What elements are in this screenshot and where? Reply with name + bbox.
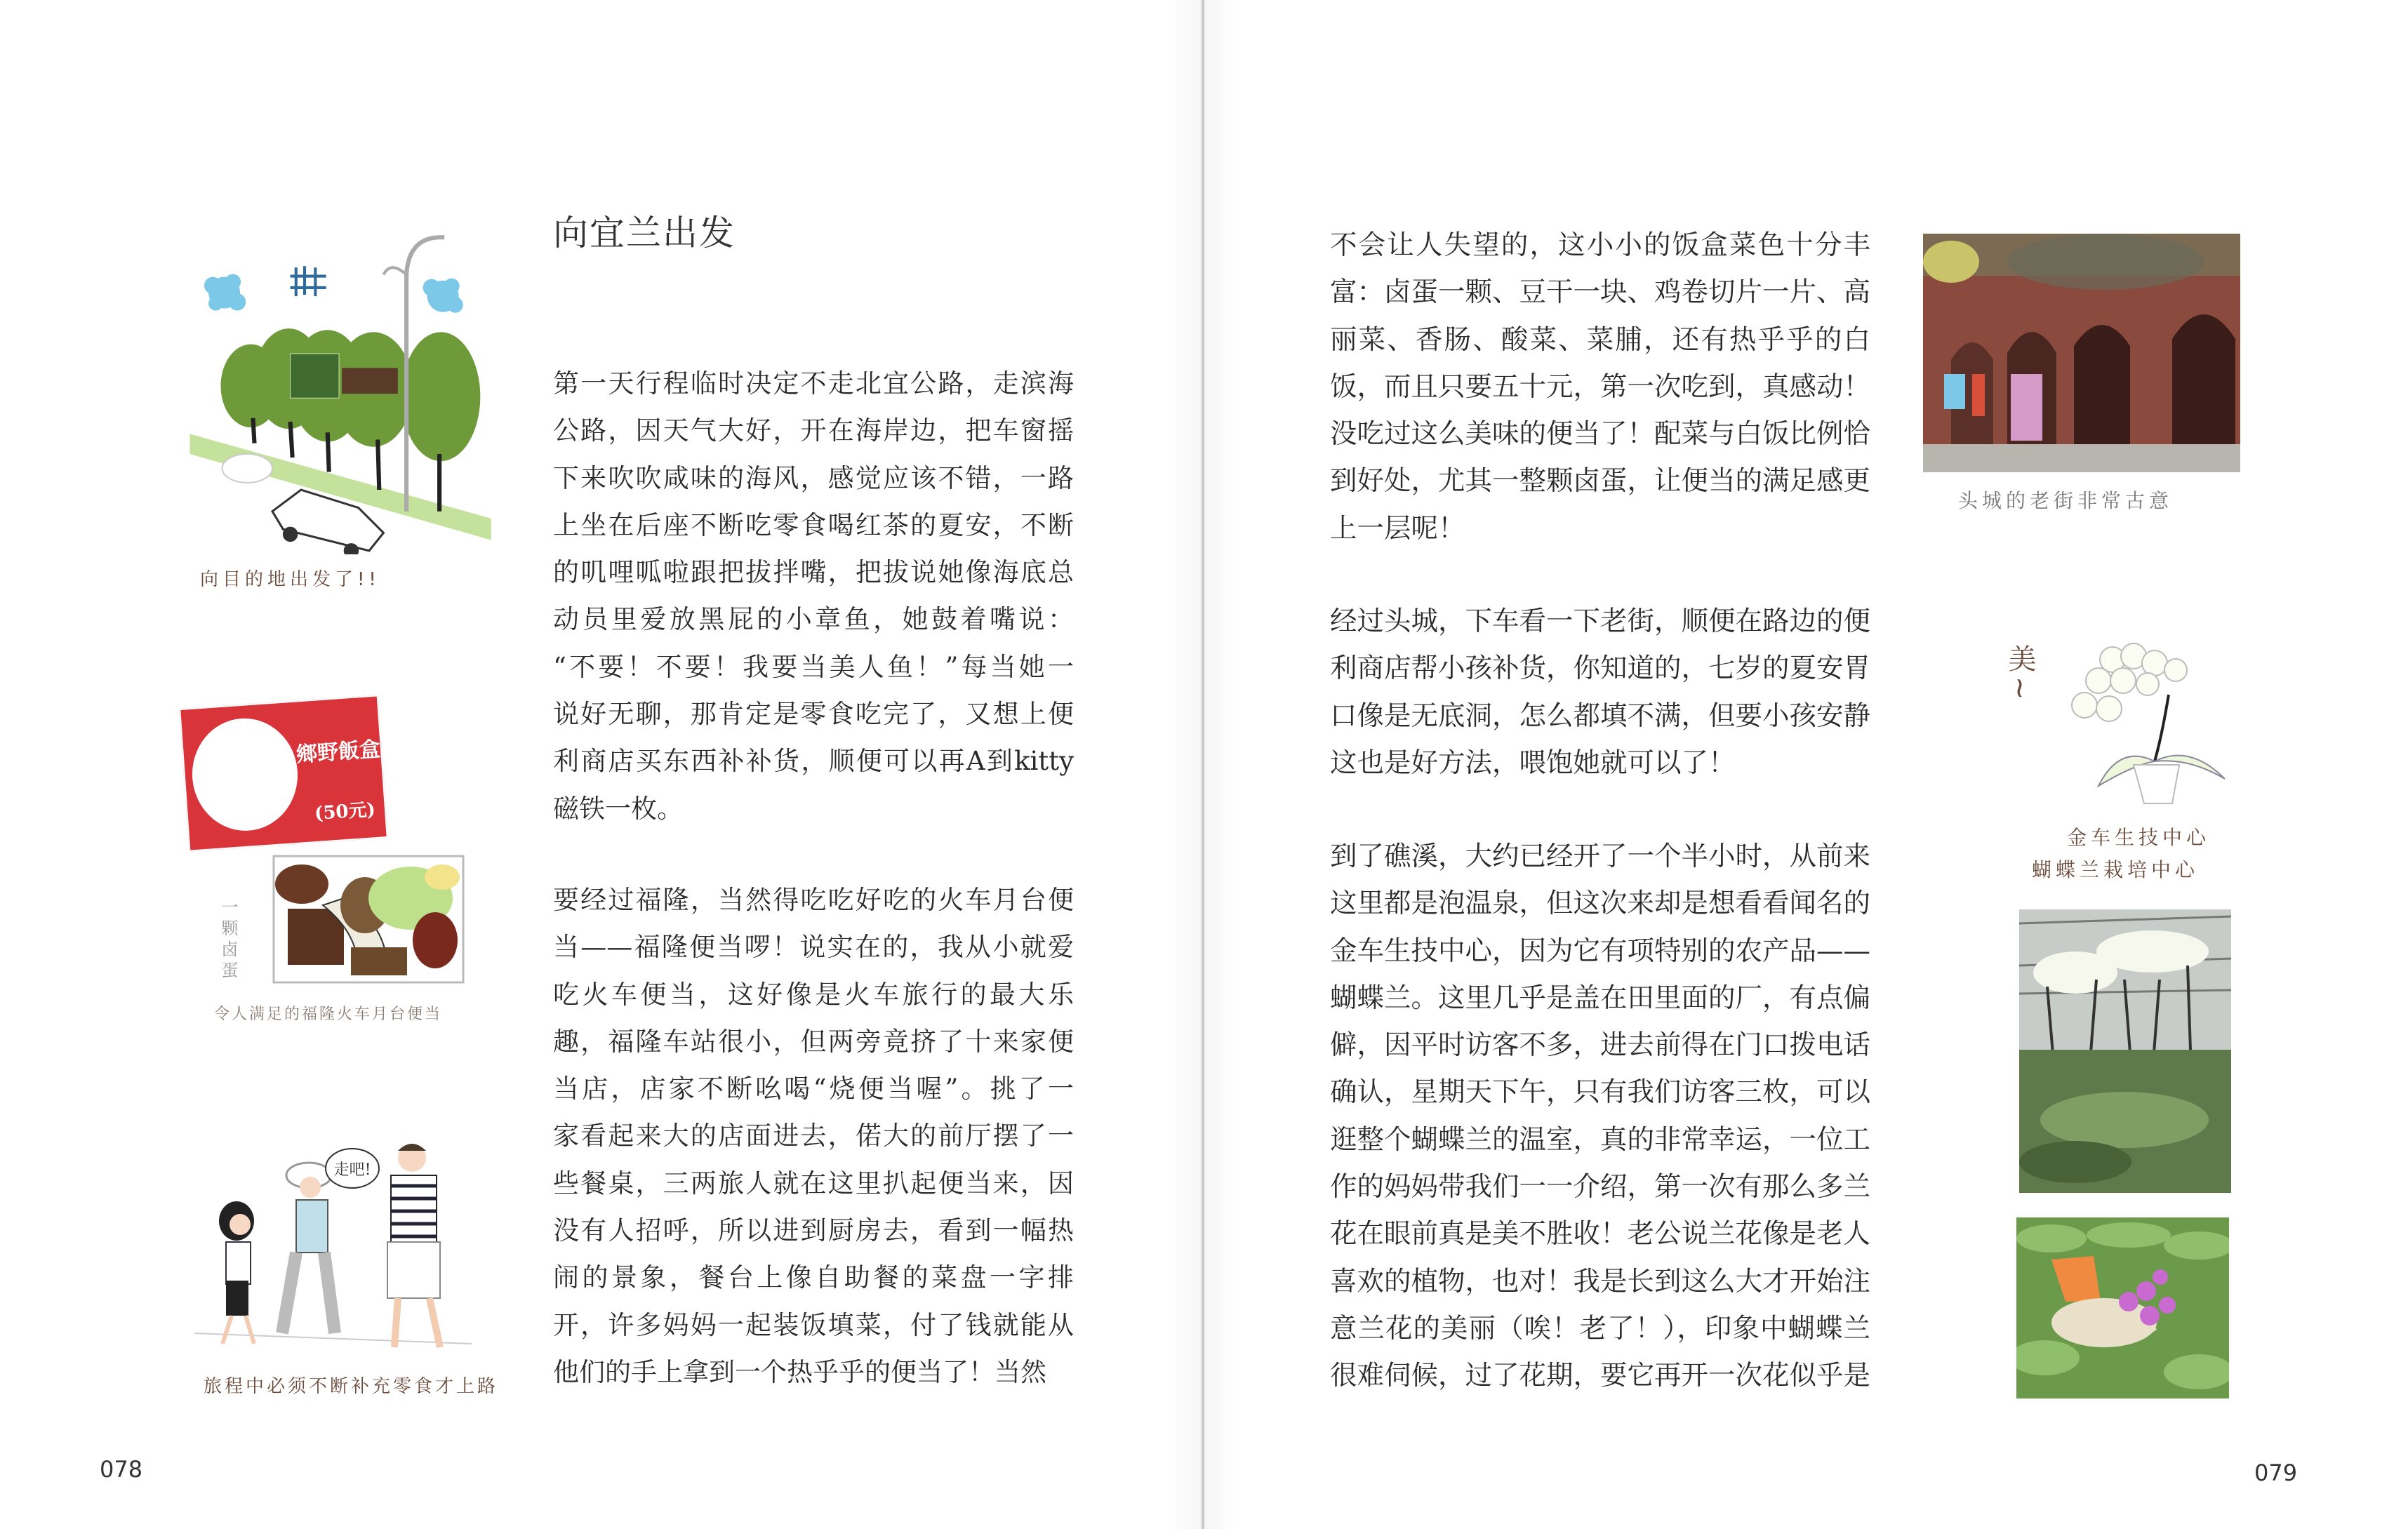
cloud-icon — [204, 274, 246, 311]
right-paragraph-1 — [1330, 222, 1870, 552]
text-line: 上一层呢！ — [1330, 512, 1465, 545]
text-line: 没吃过这么美味的便当了！配菜与白饭比例恰 — [1330, 418, 1871, 450]
text-line: 花在眼前真是美不胜收！老公说兰花像是老人 — [1330, 1218, 1871, 1250]
road-trip-illustration — [175, 225, 498, 554]
mother-figure — [282, 1163, 335, 1333]
text-line: 要经过福隆，当然得吃吃好吃的火车月台便 — [553, 885, 1074, 915]
text-line: 经过头城，下车看一下老街，顺便在路边的便 — [1330, 606, 1871, 637]
text-line: 利商店帮小孩补货，你知道的，七岁的夏安胃 — [1330, 653, 1871, 685]
page-number-left: 078 — [100, 1456, 143, 1483]
text-line: 吃火车便当，这好像是火车旅行的最大乐 — [553, 979, 1074, 1010]
text-line: 金车生技中心，因为它有项特别的农产品—— — [1330, 935, 1871, 967]
text-line: 这也是好方法，喂饱她就可以了！ — [1330, 747, 1736, 779]
bird-sketch — [291, 266, 326, 296]
brown-sign — [342, 368, 398, 394]
family-walking-illustration — [184, 1123, 479, 1361]
text-line: 这里都是泡温泉，但这次来却是想看看闻名的 — [1330, 888, 1871, 920]
text-line: 动员里爱放黑屁的小章鱼，她鼓着嘴说： — [553, 604, 1074, 635]
text-line: 不会让人失望的，这小小的饭盒菜色十分丰 — [1330, 229, 1870, 261]
text-line: 逛整个蝴蝶兰的温室，真的非常幸运，一位工 — [1330, 1123, 1871, 1156]
text-line: 喜欢的植物，也对！我是长到这么大才开始注 — [1330, 1265, 1871, 1297]
text-line: 当——福隆便当啰！说实在的，我从小就爱 — [553, 932, 1074, 963]
father-figure — [387, 1144, 440, 1347]
chef-logo — [189, 715, 302, 834]
text-line: 口像是无底洞，怎么都填不满，但要小孩安静 — [1330, 700, 1871, 732]
text-line: 说好无聊，那肯定是零食吃完了，又想上便 — [553, 699, 1074, 730]
text-line: 趣，福隆车站很小，但两旁竟挤了十来家便 — [553, 1026, 1074, 1057]
page-gutter-line — [1202, 0, 1204, 1529]
old-street-caption: 头城的老街非常古意 — [1958, 489, 2174, 512]
girl-figure — [219, 1201, 254, 1344]
bento-side-note: 一颗卤蛋 — [218, 898, 238, 982]
text-line: 下来吹吹咸味的海风，感觉应该不错，一路 — [553, 462, 1074, 493]
bento-label-card — [179, 695, 388, 851]
right-paragraph-2 — [1330, 598, 1870, 787]
bento-caption: 令人满足的福隆火车月台便当 — [214, 1006, 443, 1023]
speech-text: 走吧! — [333, 1161, 371, 1179]
text-line: 闹的景象，餐台上像自助餐的菜盘一字排 — [553, 1262, 1074, 1293]
text-line: 利商店买东西补补货，顺便可以再A到kitty — [553, 746, 1074, 777]
orchid-caption-line2: 蝴蝶兰栽培中心 — [2032, 858, 2200, 881]
speech-bubble — [222, 454, 273, 483]
pink-orchid-photo — [2016, 1217, 2229, 1398]
bento-label-price: (50元) — [314, 799, 376, 825]
greenhouse-orchid-photo — [2019, 909, 2231, 1193]
road-caption: 向目的地出发了!! — [200, 569, 380, 590]
text-line: 他们的手上拿到一个热乎乎的便当了！当然 — [553, 1356, 1046, 1387]
text-line: 家看起来大的店面进去，偌大的前厅摆了一 — [553, 1121, 1074, 1151]
chapter-title: 向宜兰出发 — [553, 213, 736, 253]
text-line: 公路，因天气大好，开在海岸边，把车窗摇 — [553, 415, 1074, 446]
text-line: 很难伺候，过了花期，要它再开一次花似乎是 — [1330, 1360, 1871, 1392]
text-line: 到好处，尤其一整颗卤蛋，让便当的满足感更 — [1330, 465, 1871, 498]
text-line: 富：卤蛋一颗、豆干一块、鸡卷切片一片、高 — [1330, 276, 1871, 309]
left-paragraph-1 — [553, 360, 1074, 832]
orchid-exclaim: 美~ — [2004, 644, 2036, 705]
text-line: 僻，因平时访客不多，进去前得在门口拨电话 — [1330, 1029, 1871, 1062]
text-line: 当店，店家不断吆喝“烧便当喔”。挑了一 — [553, 1074, 1074, 1104]
text-line: 确认，星期天下午，只有我们访客三枚，可以 — [1330, 1076, 1871, 1109]
right-paragraph-3 — [1330, 833, 1870, 1400]
text-line: 第一天行程临时决定不走北宜公路，走滨海 — [553, 368, 1074, 399]
old-street-photo — [1923, 234, 2240, 472]
text-line: 意兰花的美丽（唉！老了！），印象中蝴蝶兰 — [1330, 1312, 1870, 1344]
text-line: 饭，而且只要五十元，第一次吃到，真感动！ — [1330, 370, 1871, 403]
orchid-sketch — [2056, 639, 2232, 807]
road-sign — [291, 354, 339, 398]
cloud-icon — [423, 279, 463, 313]
bento-label-title: 鄉野飯盒 — [295, 737, 382, 768]
text-line: 蝴蝶兰。这里几乎是盖在田里面的厂，有点偏 — [1330, 982, 1871, 1014]
text-line: 开，许多妈妈一起装饭填菜，付了钱就能从 — [553, 1309, 1074, 1340]
text-line: 到了礁溪，大约已经开了一个半小时，从前来 — [1330, 841, 1871, 872]
text-line: 些餐桌，三两旅人就在这里扒起便当来，因 — [553, 1168, 1074, 1199]
text-line: 的叽哩呱啦跟把拔拌嘴，把拔说她像海底总 — [553, 557, 1074, 588]
text-line: 磁铁一枚。 — [553, 793, 683, 824]
text-line: 上坐在后座不断吃零食喝红茶的夏安，不断 — [553, 509, 1074, 540]
text-line: “不要！不要！我要当美人鱼！”每当她一 — [553, 651, 1074, 682]
page-number-right: 079 — [2254, 1460, 2298, 1486]
bento-box-illustration — [260, 835, 470, 989]
people-caption: 旅程中必须不断补充零食才上路 — [204, 1376, 499, 1397]
left-paragraph-2 — [553, 876, 1074, 1396]
text-line: 丽菜、香肠、酸菜、菜脯，还有热乎乎的白 — [1330, 323, 1870, 356]
text-line: 没有人招呼，所以进到厨房去，看到一幅热 — [553, 1215, 1074, 1246]
text-line: 作的妈妈带我们一一介绍，第一次有那么多兰 — [1330, 1171, 1871, 1203]
orchid-caption-line1: 金车生技中心 — [2067, 826, 2211, 849]
